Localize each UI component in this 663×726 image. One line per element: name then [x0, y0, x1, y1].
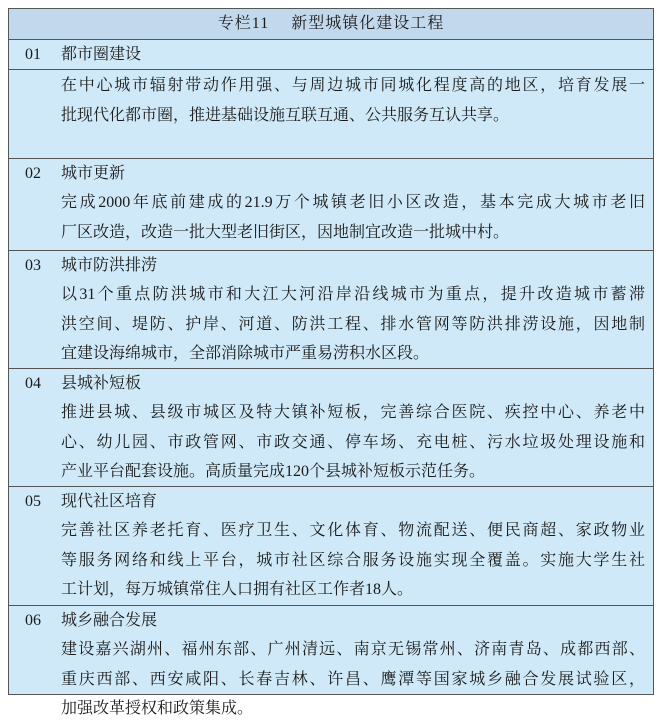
table-header	[9, 9, 653, 40]
section-number: 04	[25, 375, 41, 392]
section-title-row	[9, 159, 653, 188]
body-line: 建设嘉兴湖州、福州东部、广州清远、南京无锡常州、济南青岛、成都西部、	[61, 641, 645, 658]
project-table	[8, 8, 654, 717]
section-body	[9, 188, 653, 247]
section-title: 城市防洪排涝	[61, 257, 158, 274]
section-number: 05	[25, 493, 41, 510]
column-label: 专栏11	[217, 15, 270, 32]
section-05	[9, 487, 653, 606]
body-line: 完善社区养老托育、医疗卫生、文化体育、物流配送、便民商超、家政物业	[61, 522, 645, 539]
body-line: 厂区改造，改造一批大型老旧街区，因地制宜改造一批城中村。	[61, 223, 510, 241]
section-number: 06	[25, 612, 41, 629]
section-title-row	[9, 369, 653, 398]
section-02	[9, 159, 653, 251]
section-title: 城乡融合发展	[61, 612, 158, 629]
section-title: 县城补短板	[61, 375, 142, 392]
section-01	[9, 40, 653, 159]
section-title-row	[9, 606, 653, 635]
table-title: 新型城镇化建设工程	[291, 15, 445, 32]
section-06	[9, 606, 653, 726]
section-body	[9, 70, 653, 130]
body-line: 推进县城、县级市城区及特大镇补短板，完善综合医院、疾控中心、养老中	[61, 404, 645, 421]
section-number: 01	[25, 46, 41, 63]
section-body	[9, 280, 653, 369]
section-04	[9, 369, 653, 487]
section-title-row	[9, 251, 653, 280]
body-line: 心、幼儿园、市政管网、市政交通、停车场、充电桩、污水垃圾处理设施和	[61, 433, 645, 451]
body-line: 工计划，每万城镇常住人口拥有社区工作者18人。	[61, 581, 414, 598]
body-line: 等服务网络和线上平台，城市社区综合服务设施实现全覆盖。实施大学生社	[61, 551, 645, 569]
body-line: 加强改革授权和政策集成。	[61, 700, 254, 717]
body-line: 在中心城市辐射带动作用强、与周边城市同城化程度高的地区，培育发展一	[61, 77, 645, 94]
body-line: 产业平台配套设施。高质量完成120个县城补短板示范任务。	[61, 463, 486, 480]
section-title-row	[9, 40, 653, 70]
section-number: 02	[25, 165, 41, 182]
body-line: 以31个重点防洪城市和大江大河沿岸沿线城市为重点，提升改造城市蓄滞	[61, 286, 645, 303]
section-title: 都市圈建设	[61, 46, 142, 63]
body-line: 宜建设海绵城市，全部消除城市严重易涝积水区段。	[61, 345, 430, 362]
section-title-row	[9, 487, 653, 516]
section-title: 城市更新	[61, 165, 126, 182]
section-body	[9, 635, 653, 724]
section-body	[9, 516, 653, 605]
section-body	[9, 398, 653, 487]
body-line: 洪空间、堤防、护岸、河道、防洪工程、排水管网等防洪排涝设施，因地制	[61, 315, 645, 333]
body-line: 批现代化都市圈，推进基础设施互联互通、公共服务互认共享。	[61, 106, 510, 124]
body-line: 重庆西部、西安咸阳、长春吉林、许昌、鹰潭等国家城乡融合发展试验区，	[61, 670, 645, 688]
section-number: 03	[25, 257, 41, 274]
section-title: 现代社区培育	[61, 493, 158, 510]
body-line: 完成2000年底前建成的21.9万个城镇老旧小区改造，基本完成大城市老旧	[61, 194, 645, 211]
section-03	[9, 251, 653, 369]
